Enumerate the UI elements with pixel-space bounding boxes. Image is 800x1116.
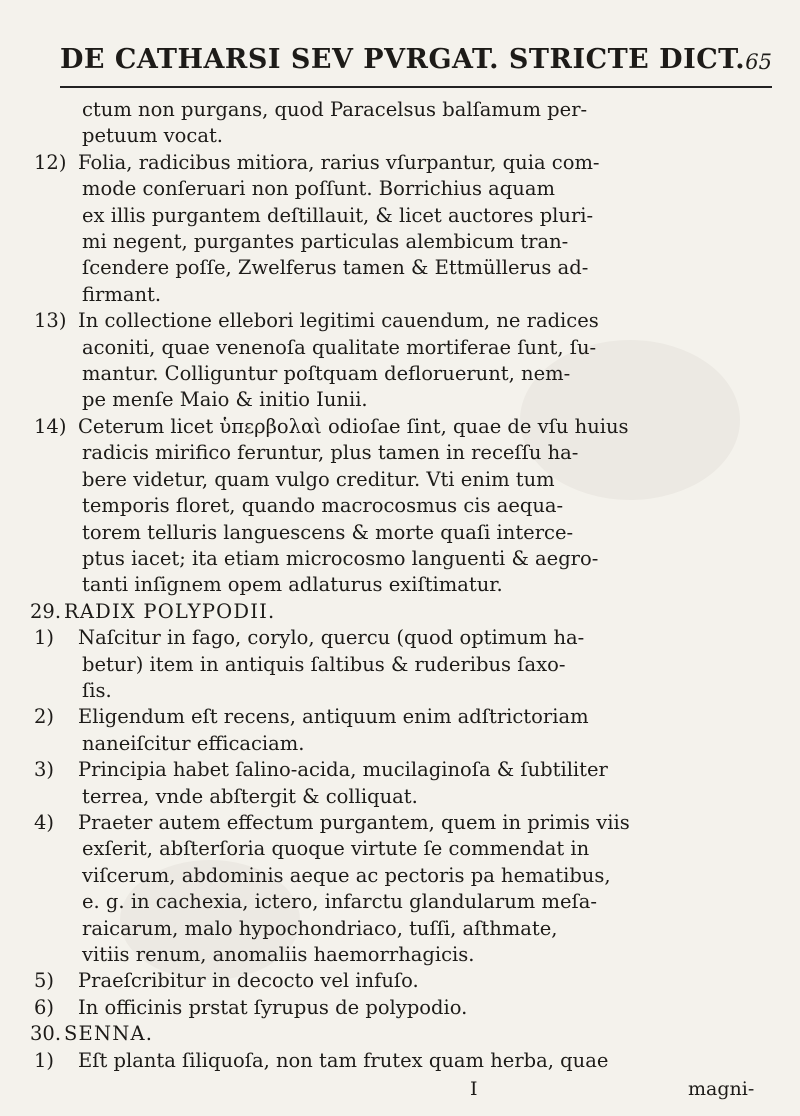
- line-text: pe menſe Maio & initio Iunii.: [82, 388, 368, 412]
- line-text: Folia, radicibus mitiora, rarius vſurpantur, quia com-: [78, 150, 600, 174]
- numbered-item: [30, 150, 770, 308]
- line-text: ex illis purgantem deſtillauit, & licet auctores pluri-: [82, 203, 594, 227]
- text-line: [30, 123, 770, 149]
- section-heading: [30, 1021, 770, 1047]
- text-line: [30, 916, 770, 942]
- line-text: tanti inſignem opem adlaturus exiſtimatur.: [82, 573, 503, 597]
- line-text: temporis floret, quando macrocosmus cis aequa-: [82, 494, 564, 518]
- line-text: SENNA.: [64, 1022, 154, 1046]
- text-line: [30, 97, 770, 123]
- line-text: RADIX POLYPODII.: [64, 599, 276, 623]
- line-text: Eſt planta ſiliquoſa, non tam frutex quam herba, quae: [78, 1048, 609, 1072]
- line-text: radicis mirifico feruntur, plus tamen in receſſu ha-: [82, 441, 579, 465]
- numbered-item: [30, 757, 770, 810]
- section-heading: [30, 599, 770, 625]
- item-number: 3): [34, 758, 55, 782]
- text-line: [30, 599, 770, 625]
- text-line: [30, 757, 770, 783]
- line-text: vitiis renum, anomaliis haemorrhagicis.: [82, 943, 475, 966]
- text-line: [30, 625, 770, 651]
- text-line: [30, 546, 770, 572]
- text-line: [30, 229, 770, 255]
- continued-paragraph: [30, 97, 770, 150]
- text-line: [30, 440, 770, 466]
- numbered-item: [30, 414, 770, 599]
- line-text: In officinis prstat ſyrupus de polypodio.: [78, 995, 468, 1019]
- text-line: [30, 361, 770, 387]
- line-text: bere videtur, quam vulgo creditur. Vti enim tum: [82, 467, 555, 491]
- item-number: 4): [34, 810, 55, 834]
- line-text: mode conſeruari non poſſunt. Borrichius aquam: [82, 177, 555, 201]
- text-line: [30, 308, 770, 334]
- text-line: [30, 652, 770, 678]
- line-text: naneiſcitur efficaciam.: [82, 731, 305, 755]
- numbered-item: [30, 1048, 770, 1074]
- item-number: 30.: [30, 1022, 62, 1046]
- running-header: [60, 44, 772, 88]
- line-text: viſcerum, abdominis aeque ac pectoris pa hematibus,: [82, 863, 611, 887]
- line-text: firmant.: [82, 282, 162, 306]
- text-line: [30, 1048, 770, 1074]
- text-line: [30, 493, 770, 519]
- text-line: [30, 968, 770, 994]
- text-line: [30, 150, 770, 176]
- text-line: [30, 335, 770, 361]
- page-number: 65: [745, 50, 772, 74]
- numbered-item: [30, 625, 770, 704]
- numbered-item: [30, 968, 770, 994]
- line-text: terrea, vnde abſtergit & colliquat.: [82, 784, 418, 808]
- item-number: 2): [34, 705, 55, 729]
- item-number: 29.: [30, 599, 62, 623]
- line-text: Ceterum licet ὑπερβολαὶ odioſae ſint, quae de vſu huius: [78, 414, 629, 438]
- text-line: [30, 176, 770, 202]
- text-line: [30, 704, 770, 730]
- line-text: ctum non purgans, quod Paracelsus balſamum per-: [82, 98, 588, 121]
- text-line: [30, 572, 770, 598]
- text-line: [30, 520, 770, 546]
- line-text: mantur. Colliguntur poſtquam defloruerunt, nem-: [82, 362, 571, 386]
- text-line: [30, 203, 770, 229]
- line-text: exſerit, abſterſoria quoque virtute ſe commendat in: [82, 837, 590, 861]
- text-line: [30, 678, 770, 704]
- line-text: petuum vocat.: [82, 124, 224, 148]
- text-line: [30, 889, 770, 915]
- line-text: ſis.: [82, 678, 112, 702]
- item-number: 12): [34, 150, 67, 174]
- text-line: [30, 836, 770, 862]
- text-line: [30, 282, 770, 308]
- line-text: Principia habet ſalino-acida, mucilaginoſa & ſubtiliter: [78, 758, 608, 782]
- item-number: 1): [34, 626, 55, 650]
- line-text: aconiti, quae venenoſa qualitate mortiferae ſunt, ſu-: [82, 335, 597, 359]
- line-text: ſcendere poſſe, Zwelferus tamen & Ettmüllerus ad-: [82, 256, 589, 280]
- text-line: [30, 942, 770, 968]
- signature-mark: I: [470, 1078, 478, 1100]
- line-text: mi negent, purgantes particulas alembicum tran-: [82, 230, 569, 254]
- text-line: [30, 731, 770, 757]
- item-number: 13): [34, 309, 67, 333]
- item-number: 6): [34, 995, 55, 1019]
- item-number: 1): [34, 1048, 55, 1072]
- line-text: In collectione ellebori legitimi cauendum, ne radices: [78, 309, 599, 333]
- text-line: [30, 784, 770, 810]
- text-line: [30, 414, 770, 440]
- line-text: betur) item in antiquis ſaltibus & ruderibus ſaxo-: [82, 652, 566, 676]
- text-line: [30, 810, 770, 836]
- line-text: raicarum, malo hypochondriaco, tuſſi, aſthmate,: [82, 916, 558, 940]
- numbered-item: [30, 308, 770, 414]
- text-line: [30, 995, 770, 1021]
- line-text: Eligendum eſt recens, antiquum enim adſtrictoriam: [78, 705, 589, 729]
- text-line: [30, 467, 770, 493]
- line-text: torem telluris languescens & morte quaſi interce-: [82, 520, 574, 544]
- line-text: e. g. in cachexia, ictero, infarctu glandularum meſa-: [82, 890, 597, 914]
- body-text: [30, 97, 770, 1074]
- header-title: DE CATHARSI SEV PVRGAT. STRICTE DICT.: [60, 44, 746, 75]
- text-line: [30, 863, 770, 889]
- text-line: [30, 255, 770, 281]
- text-line: [30, 1021, 770, 1047]
- line-text: Praeter autem effectum purgantem, quem in primis viis: [78, 810, 630, 834]
- item-number: 14): [34, 414, 67, 438]
- text-line: [30, 387, 770, 413]
- numbered-item: [30, 704, 770, 757]
- catchword: magni-: [688, 1078, 755, 1100]
- item-number: 5): [34, 969, 55, 993]
- line-text: Naſcitur in fago, corylo, quercu (quod optimum ha-: [78, 626, 585, 650]
- line-text: Praeſcribitur in decocto vel infuſo.: [78, 969, 419, 993]
- line-text: ptus iacet; ita etiam microcosmo languenti & aegro-: [82, 546, 599, 570]
- numbered-item: [30, 810, 770, 968]
- numbered-item: [30, 995, 770, 1021]
